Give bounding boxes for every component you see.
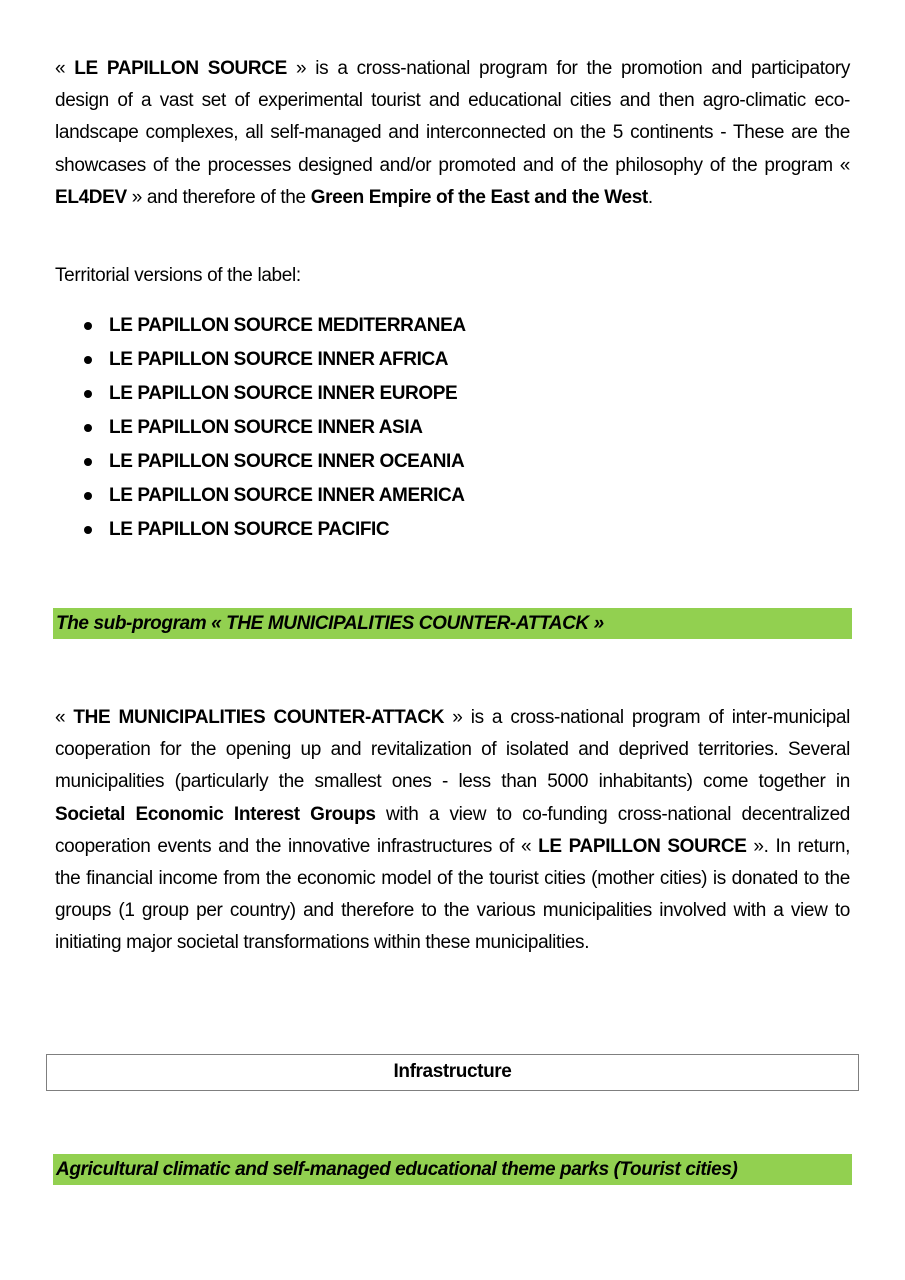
list-item [55,411,466,445]
territorial-versions-list [55,309,466,547]
list-item-label: LE PAPILLON SOURCE INNER OCEANIA [109,451,465,472]
list-item [55,479,466,513]
subprogram-name: THE MUNICIPALITIES COUNTER-ATTACK [73,707,445,728]
list-item [55,513,466,547]
list-item [55,309,466,343]
bullet-icon [84,458,92,466]
list-item-label: LE PAPILLON SOURCE INNER EUROPE [109,383,458,404]
bullet-icon [84,424,92,432]
bullet-icon [84,492,92,500]
list-item-label: LE PAPILLON SOURCE INNER AMERICA [109,485,465,506]
bullet-icon [84,390,92,398]
list-item [55,343,466,377]
infrastructure-section-title: Infrastructure [46,1054,859,1091]
empire-name: Green Empire of the East and the West [310,186,648,208]
territorial-intro: Territorial versions of the label: [55,265,301,286]
brand-name: LE PAPILLON SOURCE [74,58,287,79]
list-item [55,445,466,479]
brand-name: LE PAPILLON SOURCE [538,835,747,857]
intro-text-a: » is a cross-national program for the promotion and participatory design of a vast set of experimental tourist and educational cities and then agro-climatic eco-landscape complexes, all self-managed and interconnected on the 5 continents - These are the showcases of the processes designed and/or promoted and of the philosophy of the program « [55,58,850,176]
program-name: EL4DEV [55,186,127,208]
open-quote: « [55,707,74,728]
subprogram-text-c: ». In return, the financial income from the economic model of the tourist cities (mother cities) is donated to the groups (1 group per country) and therefore to the various municipalities involved with a view to initiating major societal transformations within these municipalities. [55,835,850,954]
list-item-label: LE PAPILLON SOURCE PACIFIC [109,519,390,540]
groups-name: Societal Economic Interest Groups [55,803,376,825]
bullet-icon [84,526,92,534]
intro-text-c: . [647,186,653,208]
list-item-label: LE PAPILLON SOURCE MEDITERRANEA [109,315,466,336]
list-item [55,377,466,411]
open-quote: « [55,58,75,79]
subprogram-heading: The sub-program « THE MUNICIPALITIES COUNTER-ATTACK » [53,608,852,639]
intro-text-b: » and therefore of the [126,186,311,208]
bullet-icon [84,322,92,330]
subprogram-text-a: » is a cross-national program of inter-municipal cooperation for the opening up and revitalization of isolated and deprived territories. Several municipalities (particularly the smallest ones - less than 5000 inhabitants) come together in [55,707,850,793]
bullet-icon [84,356,92,364]
intro-paragraph [55,53,850,214]
list-item-label: LE PAPILLON SOURCE INNER ASIA [109,417,423,438]
theme-parks-heading: Agricultural climatic and self-managed educational theme parks (Tourist cities) [53,1154,852,1185]
list-item-label: LE PAPILLON SOURCE INNER AFRICA [109,349,449,370]
subprogram-paragraph [55,702,850,960]
subprogram-text-b: with a view to co-funding cross-national decentralized cooperation events and the innovative infrastructures of « [55,803,851,857]
